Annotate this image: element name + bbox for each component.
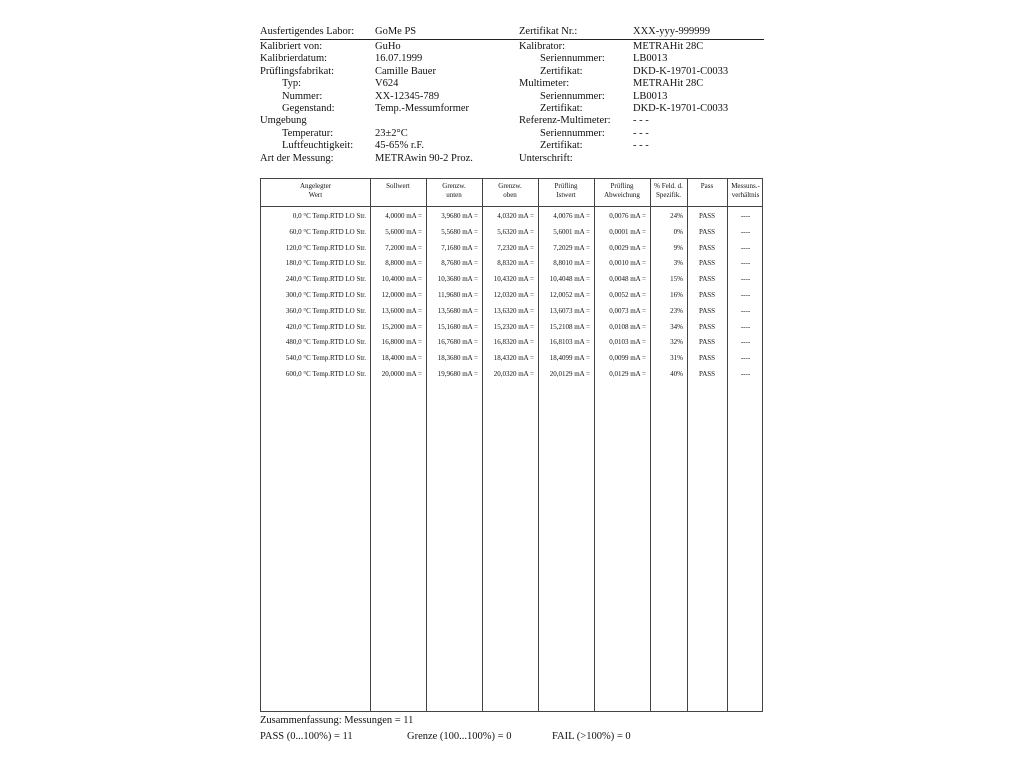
cell-deviation: 0,0029 mA = [609, 243, 646, 252]
cell-applied-value: 600,0 °C Temp.RTD LO Str. [285, 370, 366, 378]
cell-pass-status: PASS [698, 259, 716, 268]
cell-pass-status: PASS [698, 354, 716, 363]
cell-spec-percent: 9% [673, 243, 683, 252]
header-right-label: Zertifikat: [540, 140, 583, 152]
header-right-value: LB0013 [633, 53, 668, 65]
cell-applied-value: 120,0 °C Temp.RTD LO Str. [285, 243, 366, 252]
cell-deviation: 0,0048 mA = [609, 275, 646, 284]
cell-lower-limit: 19,9680 mA = [437, 370, 478, 378]
cell-lower-limit: 5,5680 mA = [441, 227, 478, 236]
cell-spec-percent: 15% [670, 275, 683, 284]
table-row [261, 287, 762, 303]
cell-measured-value: 12,0052 mA = [549, 291, 590, 299]
header-left-value: 16.07.1999 [375, 53, 423, 65]
cell-uncertainty-ratio: ---- [740, 354, 751, 363]
cell-lower-limit: 16,7680 mA = [437, 338, 478, 347]
cell-spec-percent: 40% [670, 370, 683, 378]
cell-measured-value: 13,6073 mA = [549, 306, 590, 315]
summary-fail: FAIL (>100%) = 0 [552, 731, 631, 742]
cell-upper-limit: 7,2320 mA = [497, 243, 534, 252]
cell-uncertainty-ratio: ---- [740, 275, 751, 284]
cell-upper-limit: 13,6320 mA = [493, 306, 534, 315]
cell-lower-limit: 7,1680 mA = [441, 243, 478, 252]
cell-upper-limit: 15,2320 mA = [493, 322, 534, 331]
lab-value: GoMe PS [375, 26, 417, 37]
cell-deviation: 0,0076 mA = [609, 212, 646, 220]
table-row [261, 240, 762, 256]
cell-deviation: 0,0073 mA = [609, 306, 646, 315]
cell-nominal-value: 18,4000 mA = [381, 354, 422, 363]
cell-uncertainty-ratio: ---- [740, 259, 751, 268]
header-right-value: DKD-K-19701-C0033 [633, 65, 729, 77]
column-header-line2: unten [446, 191, 462, 199]
header-left-label: Kalibriert von: [260, 41, 323, 52]
cell-spec-percent: 23% [670, 306, 683, 315]
column-header [687, 182, 727, 191]
table-row [261, 303, 762, 319]
cell-pass-status: PASS [698, 338, 716, 347]
table-row [261, 319, 762, 335]
cell-measured-value: 10,4048 mA = [549, 275, 590, 284]
table-row [261, 334, 762, 350]
table-row [261, 350, 762, 366]
cell-pass-status: PASS [698, 322, 716, 331]
header-right-value: - - - [633, 127, 649, 139]
cell-uncertainty-ratio: ---- [740, 338, 751, 347]
cell-measured-value: 4,0076 mA = [553, 212, 590, 220]
header-right-label: Zertifikat: [540, 103, 583, 114]
header-left-label: Gegenstand: [282, 103, 335, 114]
header-left-label: Luftfeuchtigkeit: [282, 140, 354, 152]
lab-label: Ausfertigendes Labor: [260, 26, 355, 37]
cell-uncertainty-ratio: ---- [740, 243, 751, 252]
cell-upper-limit: 4,0320 mA = [497, 212, 534, 220]
cell-uncertainty-ratio: ---- [740, 306, 751, 315]
cell-lower-limit: 11,9680 mA = [437, 291, 478, 299]
column-header-line1: % Feld. d. [654, 182, 683, 190]
cell-measured-value: 20,0129 mA = [549, 370, 590, 378]
column-header [261, 182, 370, 200]
cell-nominal-value: 15,2000 mA = [381, 322, 422, 331]
cell-deviation: 0,0001 mA = [609, 227, 646, 236]
column-header [482, 182, 538, 200]
measurement-table [260, 178, 763, 712]
cell-lower-limit: 13,5680 mA = [437, 306, 478, 315]
header-right-label: Unterschrift: [519, 152, 573, 164]
header-left-value: 23±2°C [375, 127, 408, 139]
column-header [727, 182, 764, 200]
column-header-line2: Spezifik. [655, 191, 682, 199]
column-header-line1: Prüfling [554, 182, 578, 190]
header-right-label: Kalibrator: [519, 41, 566, 52]
column-header [370, 182, 426, 191]
cell-applied-value: 540,0 °C Temp.RTD LO Str. [285, 354, 366, 363]
cell-deviation: 0,0052 mA = [609, 291, 646, 299]
cell-pass-status: PASS [698, 306, 716, 315]
cell-spec-percent: 31% [670, 354, 683, 363]
header-left-label: Art der Messung: [260, 152, 334, 164]
table-row [261, 366, 762, 382]
cell-upper-limit: 20,0320 mA = [493, 370, 534, 378]
cell-applied-value: 480,0 °C Temp.RTD LO Str. [285, 338, 366, 347]
column-header-line1: Angelegter [299, 182, 332, 190]
header-right-label: Multimeter: [519, 78, 570, 90]
cell-nominal-value: 12,0000 mA = [381, 291, 422, 299]
column-header [426, 182, 482, 200]
cell-nominal-value: 13,6000 mA = [381, 306, 422, 315]
header-right-value: METRAHit 28C [633, 41, 704, 52]
cell-spec-percent: 0% [673, 227, 683, 236]
cell-nominal-value: 16,8000 mA = [381, 338, 422, 347]
header-left-label: Typ: [282, 78, 302, 90]
cell-pass-status: PASS [698, 227, 716, 236]
header-left-value: Temp.-Messumformer [375, 103, 470, 114]
header-right-value: - - - [633, 115, 649, 127]
cell-nominal-value: 10,4000 mA = [381, 275, 422, 284]
cell-lower-limit: 3,9680 mA = [441, 212, 478, 220]
column-header-line1: Prüfling [610, 182, 634, 190]
summary-pass: PASS (0...100%) = 11 [260, 731, 353, 742]
header-right-label: Referenz-Multimeter: [519, 115, 611, 127]
column-header-line2: oben [503, 191, 517, 199]
cell-pass-status: PASS [698, 275, 716, 284]
cell-lower-limit: 18,3680 mA = [437, 354, 478, 363]
cell-nominal-value: 7,2000 mA = [385, 243, 422, 252]
cell-nominal-value: 4,0000 mA = [385, 212, 422, 220]
header-left-label: Prüflingsfabrikat: [260, 65, 335, 77]
column-header-line2: Abweichung [604, 191, 640, 199]
cell-deviation: 0,0108 mA = [609, 322, 646, 331]
cell-lower-limit: 15,1680 mA = [437, 322, 478, 331]
cell-measured-value: 18,4099 mA = [549, 354, 590, 363]
cell-lower-limit: 8,7680 mA = [441, 259, 478, 268]
header-left-label: Kalibrierdatum: [260, 53, 328, 65]
header-right-value: LB0013 [633, 90, 668, 102]
cell-measured-value: 16,8103 mA = [549, 338, 590, 347]
header-left-label: Nummer: [282, 90, 323, 102]
cell-applied-value: 0,0 °C Temp.RTD LO Str. [292, 212, 366, 220]
cell-spec-percent: 24% [670, 212, 683, 220]
column-header-line1: Sollwert [386, 182, 410, 190]
cell-upper-limit: 5,6320 mA = [497, 227, 534, 236]
cell-deviation: 0,0129 mA = [609, 370, 646, 378]
cell-applied-value: 240,0 °C Temp.RTD LO Str. [285, 275, 366, 284]
header-left-label: Umgebung [260, 115, 307, 127]
cell-upper-limit: 16,8320 mA = [493, 338, 534, 347]
table-row [261, 271, 762, 287]
header-left-value: METRAwin 90-2 Proz. [375, 152, 473, 164]
cell-measured-value: 8,8010 mA = [553, 259, 590, 268]
header-right-value: - - - [633, 140, 649, 152]
header-right-label: Zertifikat: [540, 65, 583, 77]
cell-spec-percent: 3% [673, 259, 683, 268]
cell-applied-value: 300,0 °C Temp.RTD LO Str. [285, 291, 366, 299]
cell-uncertainty-ratio: ---- [740, 322, 751, 331]
cell-nominal-value: 5,6000 mA = [385, 227, 422, 236]
cell-measured-value: 7,2029 mA = [553, 243, 590, 252]
cell-upper-limit: 8,8320 mA = [497, 259, 534, 268]
cell-measured-value: 5,6001 mA = [553, 227, 590, 236]
cert-no-label: Zertifikat Nr.: [519, 26, 578, 37]
cell-nominal-value: 8,8000 mA = [385, 259, 422, 268]
cell-upper-limit: 12,0320 mA = [493, 291, 534, 299]
cell-uncertainty-ratio: ---- [740, 291, 751, 299]
column-header [650, 182, 687, 200]
cell-applied-value: 360,0 °C Temp.RTD LO Str. [285, 306, 366, 315]
cell-spec-percent: 16% [670, 291, 683, 299]
header-left-value: 45-65% r.F. [375, 140, 425, 152]
column-header [538, 182, 594, 200]
cell-applied-value: 180,0 °C Temp.RTD LO Str. [285, 259, 366, 268]
cell-deviation: 0,0099 mA = [609, 354, 646, 363]
cell-pass-status: PASS [698, 370, 716, 378]
header-right-value: DKD-K-19701-C0033 [633, 103, 729, 114]
cell-upper-limit: 18,4320 mA = [493, 354, 534, 363]
table-row [261, 255, 762, 271]
cell-upper-limit: 10,4320 mA = [493, 275, 534, 284]
cell-deviation: 0,0010 mA = [609, 259, 646, 268]
cell-uncertainty-ratio: ---- [740, 212, 751, 220]
header-right-label: Seriennummer: [540, 90, 605, 102]
column-header-line1: Pass [700, 182, 714, 190]
header-right-label: Seriennummer: [540, 127, 605, 139]
header-left-label: Temperatur: [282, 127, 334, 139]
cell-nominal-value: 20,0000 mA = [381, 370, 422, 378]
cert-no-value: XXX-yyy-999999 [633, 26, 710, 37]
cell-applied-value: 60,0 °C Temp.RTD LO Str. [289, 227, 366, 236]
column-header-line2: Wert [308, 191, 323, 199]
column-header-line1: Grenzw. [442, 182, 466, 190]
cell-spec-percent: 34% [670, 322, 683, 331]
header-divider [260, 39, 764, 40]
summary-grenze: Grenze (100...100%) = 0 [407, 731, 512, 742]
header-right-value: METRAHit 28C [633, 78, 704, 90]
header-left-value: XX-12345-789 [375, 90, 440, 102]
cell-lower-limit: 10,3680 mA = [437, 275, 478, 284]
header-left-value: GuHo [375, 41, 401, 52]
header-left-value: Camille Bauer [375, 65, 436, 77]
column-header-line1: Grenzw. [498, 182, 522, 190]
cell-pass-status: PASS [698, 291, 716, 299]
cell-measured-value: 15,2108 mA = [549, 322, 590, 331]
cell-uncertainty-ratio: ---- [740, 227, 751, 236]
cell-uncertainty-ratio: ---- [740, 370, 751, 378]
cell-pass-status: PASS [698, 243, 716, 252]
table-row [261, 208, 762, 224]
cell-spec-percent: 32% [670, 338, 683, 347]
summary-count: Zusammenfassung: Messungen = 11 [260, 715, 414, 726]
column-header [594, 182, 650, 200]
cell-deviation: 0,0103 mA = [609, 338, 646, 347]
column-header-line2: Istwert [556, 191, 576, 199]
table-row [261, 224, 762, 240]
cell-pass-status: PASS [698, 212, 716, 220]
column-header-line2: verhältnis [731, 191, 760, 199]
header-right-label: Seriennummer: [540, 53, 605, 65]
column-header-line1: Messuns.- [731, 182, 760, 190]
header-left-value: V624 [375, 78, 399, 90]
cell-applied-value: 420,0 °C Temp.RTD LO Str. [285, 322, 366, 331]
